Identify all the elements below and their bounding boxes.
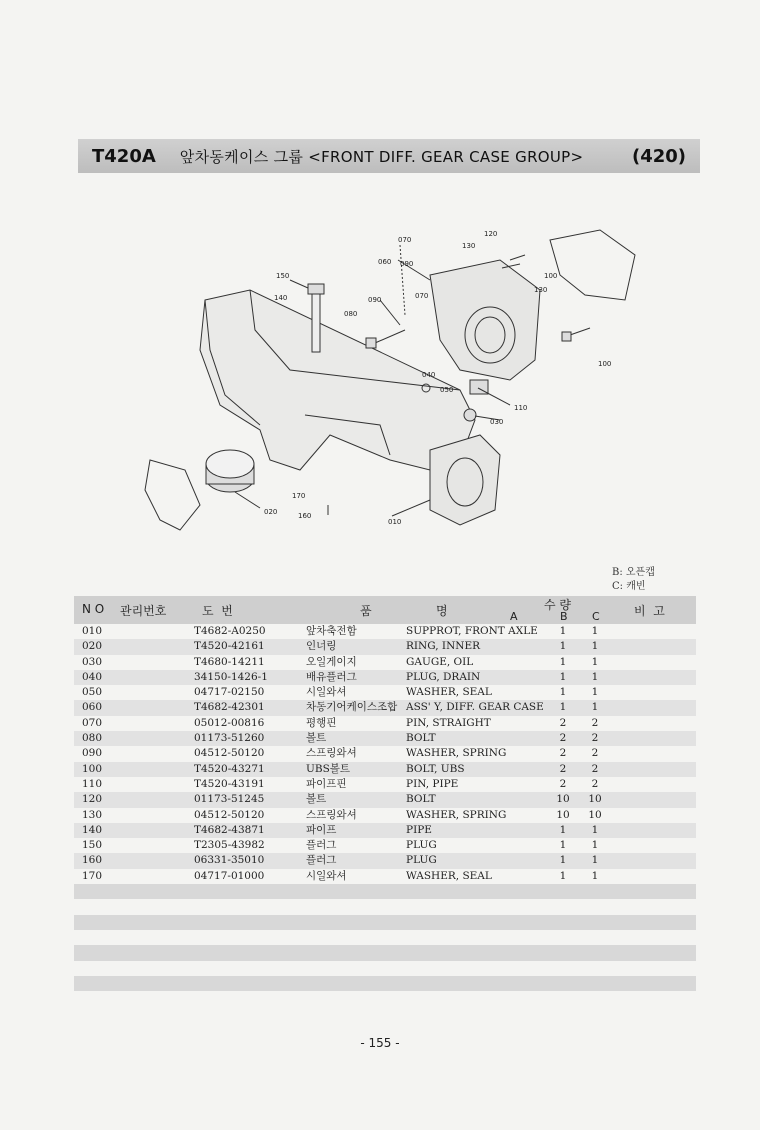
cell-drawing-number: 01173-51260	[194, 732, 265, 745]
callout-label: 120	[484, 230, 498, 238]
cell-no: 010	[82, 625, 103, 637]
table-row	[74, 716, 696, 731]
cell-qty-c: 2	[591, 762, 599, 775]
table-row	[74, 624, 696, 639]
header-name-en: 명	[436, 604, 448, 618]
cell-qty-b: 10	[556, 793, 570, 806]
group-number: (420)	[631, 145, 686, 167]
callout-label: 070	[415, 292, 429, 300]
diagram-svg	[130, 220, 650, 550]
cell-no: 140	[82, 823, 103, 836]
table-row	[74, 869, 696, 884]
callout-label: 010	[388, 518, 402, 526]
cell-no: 110	[82, 777, 103, 790]
cell-name-en: PLUG	[406, 839, 437, 852]
cell-drawing-number: T4520-42161	[194, 640, 265, 653]
cell-no: 150	[82, 839, 103, 852]
cell-qty-b: 1	[559, 625, 567, 637]
cell-name-kr: 볼트	[306, 732, 327, 745]
cell-name-kr: UBS볼트	[306, 762, 351, 775]
cell-no: 170	[82, 869, 103, 882]
callout-label: 160	[298, 512, 312, 520]
cell-no: 030	[82, 655, 103, 668]
callout-label: 150	[276, 272, 290, 280]
cell-qty-c: 2	[591, 777, 599, 790]
cell-no: 080	[82, 732, 103, 745]
cell-drawing-number: T4520-43191	[194, 777, 265, 790]
cell-name-en: GAUGE, OIL	[406, 655, 474, 668]
callout-label: 090	[400, 260, 414, 268]
table-row	[74, 700, 696, 715]
cell-name-kr: 평행핀	[306, 716, 337, 729]
cell-name-en: RING, INNER	[406, 640, 481, 653]
group-title: 앞차동케이스 그룹 <FRONT DIFF. GEAR CASE GROUP>	[179, 147, 584, 166]
cell-drawing-number: 04512-50120	[194, 747, 265, 760]
cell-name-en: PIPE	[406, 823, 432, 836]
cell-name-kr: 배유플러그	[306, 670, 357, 683]
callout-label: 020	[264, 508, 278, 516]
cell-qty-b: 2	[559, 747, 567, 760]
cell-drawing-number: 34150-1426-1	[194, 670, 268, 683]
cell-name-kr: 차동기어케이스조합	[306, 701, 398, 714]
cell-drawing-number: 04717-01000	[194, 869, 265, 882]
cell-qty-c: 1	[591, 686, 599, 699]
callout-label: 050	[440, 386, 454, 394]
cell-name-en: WASHER, SPRING	[406, 808, 507, 821]
callout-label: 110	[514, 404, 528, 412]
cell-no: 070	[82, 716, 103, 729]
callout-label: 070	[398, 236, 412, 244]
cell-qty-c: 1	[591, 655, 599, 668]
cell-name-en: PLUG	[406, 854, 437, 867]
cell-name-en: PLUG, DRAIN	[406, 670, 481, 683]
table-row	[74, 731, 696, 746]
cell-qty-b: 1	[559, 701, 567, 714]
cell-qty-b: 2	[559, 762, 567, 775]
callout-label: 090	[368, 296, 382, 304]
cell-no: 100	[82, 762, 103, 775]
cell-qty-c: 1	[591, 640, 599, 653]
parts-table	[74, 596, 696, 1006]
cell-drawing-number: T4682-42301	[194, 701, 265, 714]
cell-name-en: WASHER, SEAL	[406, 686, 492, 699]
cell-drawing-number: T4520-43271	[194, 762, 265, 775]
table-row	[74, 823, 696, 838]
header-b: B	[560, 610, 568, 623]
cell-name-kr: 파이프	[306, 823, 337, 836]
cell-no: 040	[82, 670, 103, 683]
cell-qty-c: 2	[591, 732, 599, 745]
cell-name-kr: 시일와셔	[306, 686, 347, 699]
group-code: T420A	[92, 145, 156, 167]
cell-no: 020	[82, 640, 103, 653]
table-body	[74, 624, 696, 884]
callout-label: 080	[344, 310, 358, 318]
cell-qty-b: 10	[556, 808, 570, 821]
cell-no: 060	[82, 701, 103, 714]
callout-label: 140	[274, 294, 288, 302]
cell-name-kr: 앞차축전함	[306, 625, 357, 637]
cell-drawing-number: 04512-50120	[194, 808, 265, 821]
cell-name-en: BOLT	[406, 732, 436, 745]
header-c: C	[592, 610, 600, 623]
cell-drawing-number: T4680-14211	[194, 655, 265, 668]
table-row	[74, 853, 696, 868]
page-number: - 155 -	[360, 1036, 400, 1050]
cell-name-kr: 파이프핀	[306, 777, 347, 790]
callout-label: 130	[534, 286, 548, 294]
qty-legend	[612, 566, 655, 594]
cell-drawing-number: T2305-43982	[194, 839, 265, 852]
cell-name-en: PIN, STRAIGHT	[406, 716, 491, 729]
table-row	[74, 685, 696, 700]
table-filler	[74, 884, 696, 1006]
header-a: A	[510, 610, 518, 623]
cell-qty-b: 2	[559, 777, 567, 790]
cell-no: 160	[82, 854, 103, 867]
cell-qty-b: 1	[559, 686, 567, 699]
cell-drawing-number: 06331-35010	[194, 854, 265, 867]
header-no: N O	[82, 602, 105, 616]
cell-drawing-number: 04717-02150	[194, 686, 265, 699]
cell-qty-c: 10	[588, 808, 602, 821]
cell-qty-c: 1	[591, 839, 599, 852]
table-header	[74, 596, 696, 624]
cell-name-kr: 스프링와셔	[306, 747, 357, 760]
table-row	[74, 639, 696, 654]
cell-name-kr: 플러그	[306, 839, 337, 852]
table-row	[74, 670, 696, 685]
header-mgmt: 관리번호	[120, 604, 167, 618]
header-drawing: 도 번	[202, 604, 233, 618]
table-row	[74, 746, 696, 761]
legend-b: B: 오픈캡	[612, 567, 655, 578]
table-row	[74, 838, 696, 853]
cell-name-en: PIN, PIPE	[406, 777, 459, 790]
cell-drawing-number: T4682-43871	[194, 823, 265, 836]
callout-label: 030	[490, 418, 504, 426]
cell-qty-c: 1	[591, 701, 599, 714]
cell-drawing-number: 05012-00816	[194, 716, 265, 729]
cell-name-kr: 오일게이지	[306, 655, 357, 668]
cell-qty-b: 1	[559, 839, 567, 852]
cell-qty-c: 2	[591, 716, 599, 729]
cell-qty-c: 1	[591, 854, 599, 867]
cell-qty-b: 1	[559, 655, 567, 668]
cell-qty-b: 2	[559, 716, 567, 729]
cell-name-kr: 스프링와셔	[306, 808, 357, 821]
cell-name-en: SUPPROT, FRONT AXLE	[406, 625, 538, 637]
callout-label: 100	[544, 272, 558, 280]
cell-no: 050	[82, 686, 103, 699]
cell-name-kr: 플러그	[306, 854, 337, 867]
callout-label: 060	[378, 258, 392, 266]
cell-name-en: ASS' Y, DIFF. GEAR CASE	[406, 701, 544, 714]
cell-qty-b: 1	[559, 640, 567, 653]
table-row	[74, 655, 696, 670]
cell-qty-b: 1	[559, 670, 567, 683]
exploded-parts-diagram	[130, 220, 650, 550]
cell-qty-c: 10	[588, 793, 602, 806]
cell-qty-c: 1	[591, 869, 599, 882]
cell-drawing-number: 01173-51245	[194, 793, 265, 806]
cell-qty-b: 1	[559, 854, 567, 867]
cell-no: 120	[82, 793, 103, 806]
table-row	[74, 808, 696, 823]
callout-label: 100	[598, 360, 612, 368]
cell-qty-c: 1	[591, 670, 599, 683]
cell-drawing-number: T4682-A0250	[194, 625, 266, 637]
cell-qty-c: 2	[591, 747, 599, 760]
cell-no: 090	[82, 747, 103, 760]
cell-name-kr: 인너링	[306, 640, 337, 653]
cell-name-kr: 시일와셔	[306, 869, 347, 882]
cell-qty-b: 2	[559, 732, 567, 745]
header-qty: 수 량	[544, 598, 571, 612]
cell-name-en: WASHER, SEAL	[406, 869, 492, 882]
cell-qty-b: 1	[559, 869, 567, 882]
cell-qty-c: 1	[591, 823, 599, 836]
table-row	[74, 792, 696, 807]
callout-label: 130	[462, 242, 476, 250]
cell-name-en: WASHER, SPRING	[406, 747, 507, 760]
table-row	[74, 777, 696, 792]
table-row	[74, 762, 696, 777]
cell-qty-b: 1	[559, 823, 567, 836]
cell-qty-c: 1	[591, 625, 599, 637]
title-bar	[78, 139, 700, 173]
cell-no: 130	[82, 808, 103, 821]
callout-label: 170	[292, 492, 306, 500]
callout-label: 040	[422, 371, 436, 379]
header-remarks: 비 고	[634, 604, 665, 618]
header-name-kr: 품	[360, 604, 372, 618]
cell-name-en: BOLT, UBS	[406, 762, 465, 775]
cell-name-kr: 볼트	[306, 793, 327, 806]
legend-c: C: 캐빈	[612, 581, 646, 592]
cell-name-en: BOLT	[406, 793, 436, 806]
